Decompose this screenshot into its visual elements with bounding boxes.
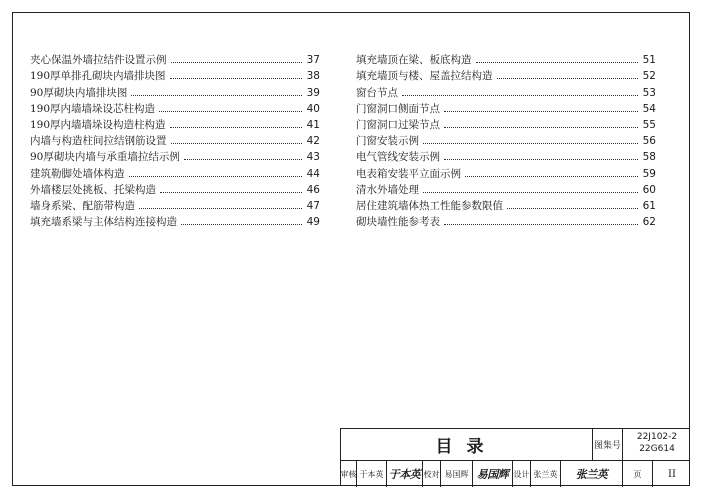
toc-entry-title: 内墙与构造柱间拉结钢筋设置 bbox=[30, 135, 167, 148]
toc-entry-page: 38 bbox=[306, 70, 320, 83]
toc-entry-page: 43 bbox=[306, 151, 320, 164]
toc-leader-dots bbox=[159, 111, 302, 112]
checker-name: 易国辉 bbox=[441, 461, 473, 487]
title-block bbox=[340, 428, 690, 486]
toc-leader-dots bbox=[444, 111, 638, 112]
review-label: 审核 bbox=[341, 461, 357, 487]
toc-entry-page: 58 bbox=[642, 151, 656, 164]
toc-entry-page: 46 bbox=[306, 183, 320, 196]
toc-entry-page: 56 bbox=[642, 135, 656, 148]
toc-leader-dots bbox=[465, 176, 638, 177]
toc-entry-title: 墙身系梁、配筋带构造 bbox=[30, 199, 135, 212]
design-label: 设计 bbox=[513, 461, 531, 487]
atlas-code-2: 22G614 bbox=[639, 444, 675, 454]
toc-entry[interactable] bbox=[30, 163, 320, 179]
toc-leader-dots bbox=[131, 95, 302, 96]
title-block-signature-row bbox=[341, 461, 690, 487]
toc-entry[interactable] bbox=[356, 99, 656, 115]
toc-entry[interactable] bbox=[30, 115, 320, 131]
atlas-number-label: 图集号 bbox=[593, 429, 623, 460]
toc-entry[interactable] bbox=[356, 50, 656, 66]
toc-leader-dots bbox=[170, 127, 302, 128]
toc-entry-title: 外墙楼层处挑板、托梁构造 bbox=[30, 183, 156, 196]
toc-entry-page: 44 bbox=[306, 167, 320, 180]
toc-entry-title: 门窗洞口侧面节点 bbox=[356, 102, 440, 115]
toc-entry[interactable] bbox=[30, 212, 320, 228]
toc-entry-page: 40 bbox=[306, 102, 320, 115]
toc-entry[interactable] bbox=[356, 163, 656, 179]
toc-entry-title: 夹心保温外墙拉结件设置示例 bbox=[30, 54, 167, 67]
atlas-code-1: 22J102-2 bbox=[636, 432, 678, 442]
toc-entry-title: 窗台节点 bbox=[356, 86, 398, 99]
designer-name: 张兰英 bbox=[531, 461, 561, 487]
toc-leader-dots bbox=[476, 62, 639, 63]
sheet-title: 目录 bbox=[341, 429, 593, 460]
toc-left-column bbox=[30, 50, 320, 228]
toc-entry[interactable] bbox=[356, 115, 656, 131]
toc-entry-title: 清水外墙处理 bbox=[356, 183, 419, 196]
toc-leader-dots bbox=[160, 192, 302, 193]
toc-entry[interactable] bbox=[356, 66, 656, 82]
toc-entry[interactable] bbox=[356, 131, 656, 147]
toc-entry-title: 填充墙顶在梁、板底构造 bbox=[356, 54, 472, 67]
toc-entry[interactable] bbox=[356, 82, 656, 98]
toc-entry[interactable] bbox=[356, 212, 656, 228]
page-label: 页 bbox=[623, 461, 653, 487]
toc-entry-page: 55 bbox=[642, 118, 656, 131]
toc-entry-title: 190厚单排孔砌块内墙排块图 bbox=[30, 70, 166, 83]
toc-entry-title: 门窗安装示例 bbox=[356, 135, 419, 148]
toc-entry[interactable] bbox=[356, 147, 656, 163]
toc-entry-page: 53 bbox=[642, 86, 656, 99]
toc-entry-title: 居住建筑墙体热工性能参数限值 bbox=[356, 199, 503, 212]
toc-entry-page: 42 bbox=[306, 135, 320, 148]
toc-entry-page: 47 bbox=[306, 199, 320, 212]
toc-entry-page: 51 bbox=[642, 54, 656, 67]
toc-leader-dots bbox=[139, 208, 302, 209]
toc-entry[interactable] bbox=[30, 147, 320, 163]
toc-entry[interactable] bbox=[356, 180, 656, 196]
toc-entry-page: 60 bbox=[642, 183, 656, 196]
toc-entry-page: 52 bbox=[642, 70, 656, 83]
toc-entry-title: 填充墙系梁与主体结构连接构造 bbox=[30, 216, 177, 229]
toc-entry-title: 门窗洞口过梁节点 bbox=[356, 118, 440, 131]
check-label: 校对 bbox=[423, 461, 441, 487]
toc-entry[interactable] bbox=[30, 99, 320, 115]
toc-leader-dots bbox=[444, 159, 638, 160]
toc-leader-dots bbox=[184, 159, 302, 160]
toc-leader-dots bbox=[444, 224, 638, 225]
toc-entry-page: 62 bbox=[642, 216, 656, 229]
toc-entry[interactable] bbox=[30, 196, 320, 212]
toc-leader-dots bbox=[129, 176, 303, 177]
toc-leader-dots bbox=[444, 127, 638, 128]
toc-leader-dots bbox=[402, 95, 638, 96]
toc-entry[interactable] bbox=[30, 131, 320, 147]
reviewer-signature: 于本英 bbox=[387, 461, 423, 487]
toc-entry-title: 电表箱安装平立面示例 bbox=[356, 167, 461, 180]
toc-leader-dots bbox=[497, 78, 639, 79]
toc-entry[interactable] bbox=[30, 82, 320, 98]
toc-entry-page: 37 bbox=[306, 54, 320, 67]
toc-entry-title: 砌块墙性能参考表 bbox=[356, 216, 440, 229]
toc-entry[interactable] bbox=[30, 66, 320, 82]
toc-entry-page: 41 bbox=[306, 118, 320, 131]
toc-entry-title: 填充墙顶与楼、屋盖拉结构造 bbox=[356, 70, 493, 83]
toc-leader-dots bbox=[170, 78, 302, 79]
atlas-number bbox=[623, 431, 691, 459]
toc-leader-dots bbox=[181, 224, 302, 225]
toc-leader-dots bbox=[507, 208, 638, 209]
toc-entry-page: 39 bbox=[306, 86, 320, 99]
toc-leader-dots bbox=[171, 143, 303, 144]
toc-leader-dots bbox=[423, 192, 638, 193]
toc-leader-dots bbox=[171, 62, 303, 63]
checker-signature: 易国辉 bbox=[473, 461, 513, 487]
toc-entry-title: 90厚砌块内墙排块图 bbox=[30, 86, 128, 99]
toc-entry-page: 54 bbox=[642, 102, 656, 115]
toc-entry-page: 61 bbox=[642, 199, 656, 212]
toc-entry-page: 59 bbox=[642, 167, 656, 180]
toc-entry-title: 190厚内墙墙垛设芯柱构造 bbox=[30, 102, 156, 115]
toc-entry[interactable] bbox=[30, 180, 320, 196]
toc-entry-title: 90厚砌块内墙与承重墙拉结示例 bbox=[30, 151, 180, 164]
toc-entry-title: 建筑勒脚处墙体构造 bbox=[30, 167, 125, 180]
toc-entry-title: 电气管线安装示例 bbox=[356, 151, 440, 164]
toc-entry-title: 190厚内墙墙垛设构造柱构造 bbox=[30, 118, 166, 131]
title-block-top-row bbox=[341, 429, 690, 461]
toc-right-column bbox=[356, 50, 656, 228]
toc-leader-dots bbox=[423, 143, 638, 144]
toc-entry[interactable] bbox=[30, 50, 320, 66]
page-number: II bbox=[668, 468, 676, 480]
reviewer-name: 于本英 bbox=[357, 461, 387, 487]
toc-entry[interactable] bbox=[356, 196, 656, 212]
designer-signature: 张兰英 bbox=[561, 461, 623, 487]
toc-entry-page: 49 bbox=[306, 216, 320, 229]
